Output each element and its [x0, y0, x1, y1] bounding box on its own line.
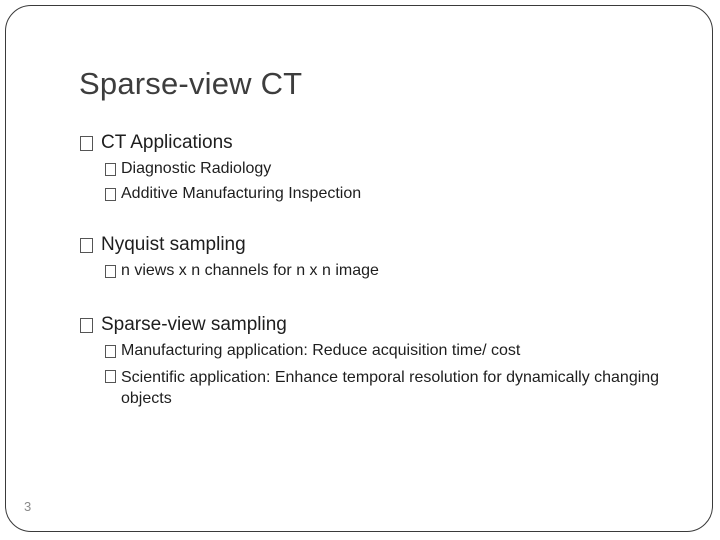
checkbox-bullet-icon — [105, 163, 116, 176]
checkbox-bullet-icon — [105, 345, 116, 358]
sub-bullet-text: Additive Manufacturing Inspection — [121, 185, 362, 202]
sub-bullet-additive-manufacturing — [105, 185, 361, 203]
sub-bullet-text: n views x n channels for n x n image — [121, 262, 379, 279]
sub-bullet-diagnostic-radiology — [105, 160, 271, 178]
bullet-nyquist-sampling — [80, 234, 246, 256]
checkbox-bullet-icon — [105, 370, 116, 383]
sub-bullet-manufacturing-application — [105, 342, 520, 360]
bullet-text: Nyquist sampling — [101, 234, 246, 255]
bullet-ct-applications — [80, 132, 233, 154]
sub-bullet-n-views — [105, 262, 379, 280]
checkbox-bullet-icon — [105, 265, 116, 278]
bullet-text: Sparse-view sampling — [101, 314, 287, 335]
bullet-text: CT Applications — [101, 132, 233, 153]
checkbox-bullet-icon — [80, 318, 93, 333]
slide-title: Sparse-view CT — [79, 66, 303, 101]
sub-bullet-text: Manufacturing application: Reduce acquisition time/ cost — [121, 342, 521, 359]
checkbox-bullet-icon — [80, 136, 93, 151]
page-number: 3 — [24, 499, 32, 514]
checkbox-bullet-icon — [80, 238, 93, 253]
sub-bullet-text: Scientific application: Enhance temporal resolution for dynamically changing objects — [121, 369, 660, 407]
sub-bullet-scientific-application — [105, 367, 661, 409]
checkbox-bullet-icon — [105, 188, 116, 201]
sub-bullet-text: Diagnostic Radiology — [121, 160, 272, 177]
bullet-sparse-view-sampling — [80, 314, 287, 336]
